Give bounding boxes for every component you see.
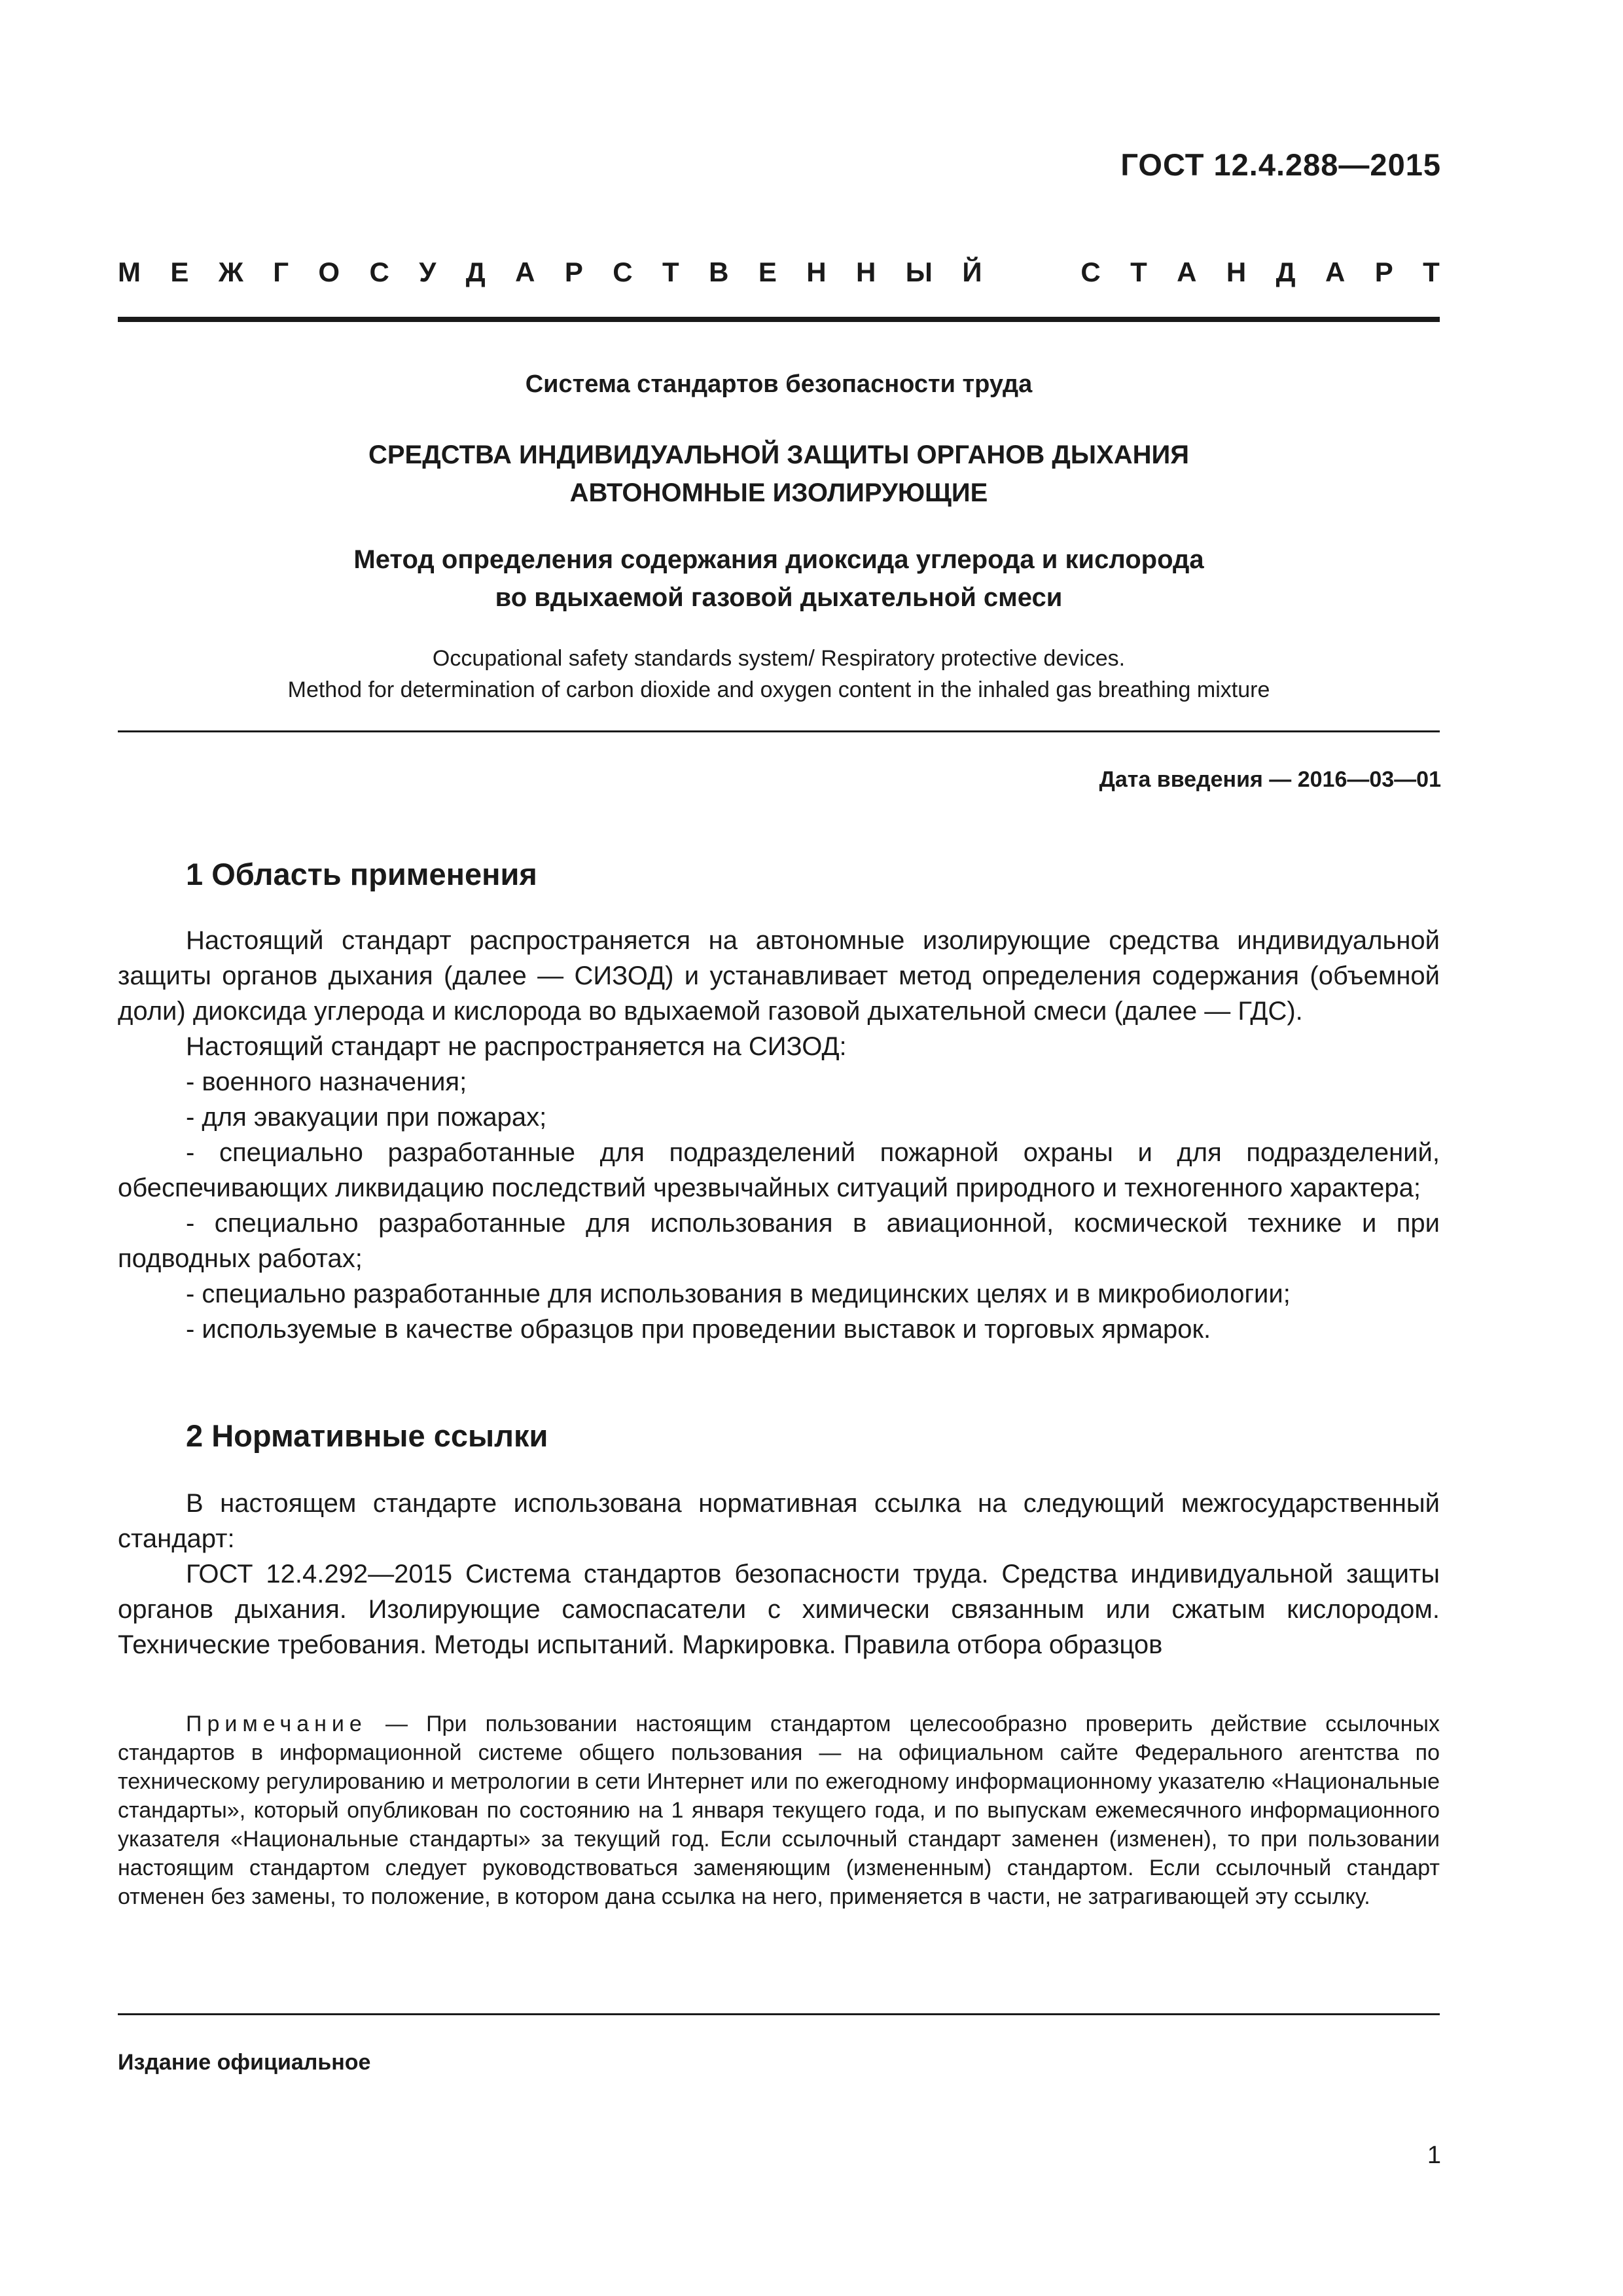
banner-letter: Ы [905,257,933,287]
note-paragraph [118,1710,1440,1911]
method-title-line-2: во вдыхаемой газовой дыхательной смеси [495,583,1063,612]
main-title [118,436,1440,512]
official-edition-label: Издание официальное [118,2050,371,2075]
banner-letter: Р [1374,257,1393,287]
banner-letter: Т [1423,257,1440,287]
banner-letter: Р [564,257,583,287]
list-item: - для эвакуации при пожарах; [186,1103,547,1132]
list-item: - специально разработанные для использования в авиационной, космической технике и при подводных работах; [118,1209,1440,1273]
banner-letter: Ж [218,257,243,287]
section-2-paragraph-1: В настоящем стандарте использована нормативная ссылка на следующий межгосударственный стандарт: [118,1489,1440,1553]
footer-rule [118,2013,1440,2015]
english-title [118,643,1440,706]
main-title-line-1: СРЕДСТВА ИНДИВИДУАЛЬНОЙ ЗАЩИТЫ ОРГАНОВ ДЫХАНИЯ [368,440,1189,469]
banner-letter: О [318,257,340,287]
banner-letter: Е [170,257,189,287]
banner-letter: М [118,257,141,287]
banner-letter: В [709,257,729,287]
standards-system-title: Система стандартов безопасности труда [525,370,1033,398]
banner-letter: А [1325,257,1346,287]
banner-letter: Е [758,257,777,287]
banner-letter: Н [1226,257,1247,287]
interstate-standard-banner [118,257,1440,288]
banner-word-gap [1012,257,1051,288]
title-rule [118,730,1440,732]
section-2-body [118,1486,1440,1662]
banner-letter: Г [273,257,289,287]
banner-letter: Н [856,257,876,287]
banner-letter: С [1080,257,1101,287]
banner-letter: С [369,257,389,287]
banner-letter: У [419,257,437,287]
list-item: - специально разработанные для подразделений пожарной охраны и для подразделений, обеспечивающих ликвидацию последствий чрезвычайных ситуаций природного и техногенного характера; [118,1138,1440,1202]
banner-letter: С [613,257,633,287]
method-title [118,541,1440,617]
list-item: - специально разработанные для использования в медицинских целях и в микробиологии; [186,1280,1291,1308]
list-item: - военного назначения; [186,1067,467,1096]
main-title-line-2: АВТОНОМНЫЕ ИЗОЛИРУЮЩИЕ [569,478,988,507]
banner-letter: А [1177,257,1197,287]
list-item: - используемые в качестве образцов при проведении выставок и торговых ярмарок. [186,1315,1211,1344]
section-1-paragraph-2: Настоящий стандарт не распространяется на СИЗОД: [186,1032,847,1061]
banner-letter: Н [806,257,827,287]
banner-letter: Й [962,257,982,287]
document-number: ГОСТ 12.4.288—2015 [1120,147,1441,182]
section-1-body [118,923,1440,1347]
banner-letter: Д [1275,257,1296,287]
banner-letter: Д [465,257,486,287]
banner-letter: Т [1130,257,1147,287]
introduction-date: Дата введения — 2016—03—01 [1099,767,1441,792]
banner-letter: А [515,257,535,287]
section-1-paragraph-1: Настоящий стандарт распространяется на автономные изолирующие средства индивидуальной защиты органов дыхания (далее — СИЗОД) и устанавливает метод определения содержания (объемной доли) диоксида углерода и кислорода во вдыхаемой газовой дыхательной смеси (далее — ГДС). [118,926,1440,1026]
note-text: — При пользовании настоящим стандартом целесообразно проверить действие ссылочных стандартов в информационной системе общего пользования — на официальном сайте Федерального агентства по техническому регулированию и метрологии в сети Интернет или по ежегодному информационному указателю «Национальные стандарты», который опубликован по состоянию на 1 января текущего года, и по выпускам ежемесячного информационного указателя «Национальные стандарты» за текущий год. Если ссылочный стандарт заменен (изменен), то при пользовании настоящим стандартом следует руководствоваться заменяющим (измененным) стандартом. Если ссылочный стандарт отменен без замены, то положение, в котором дана ссылка на него, применяется в части, не затрагивающей эту ссылку. [118,1712,1440,1909]
banner-letter: Т [662,257,679,287]
english-title-line-1: Occupational safety standards system/ Respiratory protective devices. [432,646,1126,671]
page-number: 1 [1427,2142,1441,2169]
english-title-line-2: Method for determination of carbon dioxide and oxygen content in the inhaled gas breathing mixture [287,677,1270,702]
referenced-standard: ГОСТ 12.4.292—2015 Система стандартов безопасности труда. Средства индивидуальной защиты органов дыхания. Изолирующие самоспасатели с химически связанным или сжатым кислородом. Технические требования. Методы испытаний. Маркировка. Правила отбора образцов [118,1560,1440,1659]
method-title-line-1: Метод определения содержания диоксида углерода и кислорода [353,545,1204,574]
header-rule [118,317,1440,322]
note-label: Примечание [186,1712,367,1736]
section-2-heading: 2 Нормативные ссылки [186,1418,548,1453]
section-1-heading: 1 Область применения [186,857,537,891]
